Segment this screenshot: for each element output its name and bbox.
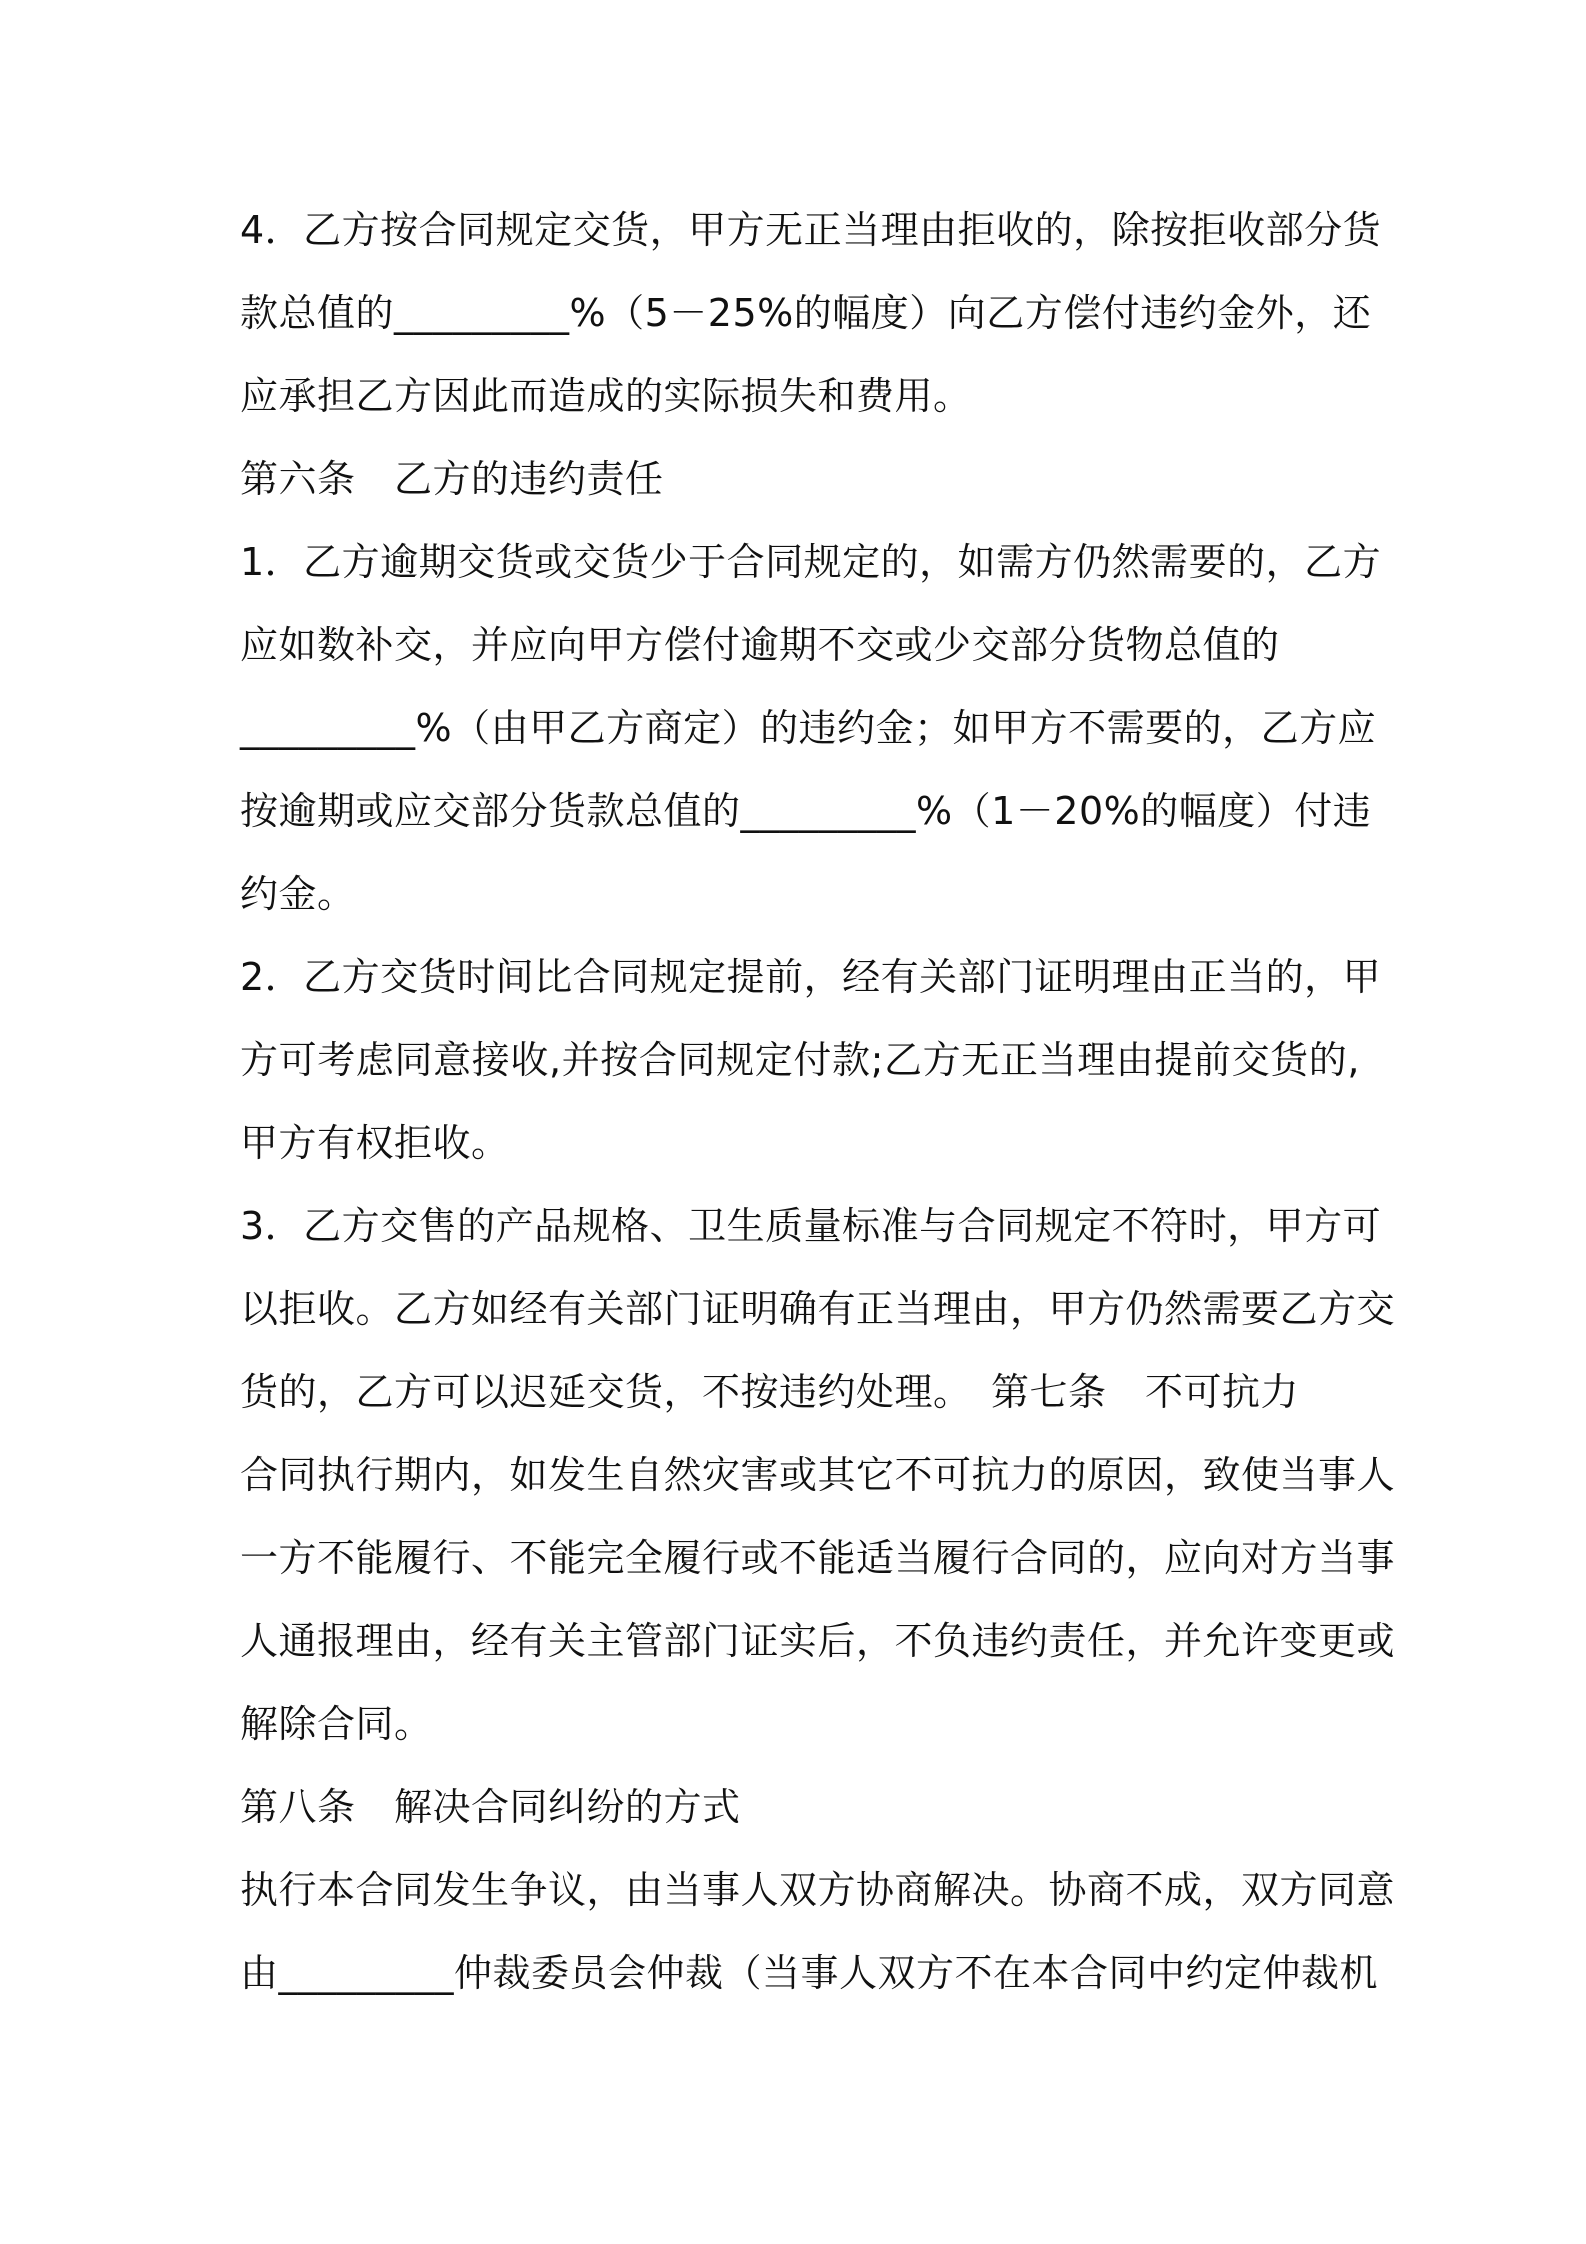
clause-6-2-line-2: 方可考虑同意接收,并按合同规定付款;乙方无正当理由提前交货的, xyxy=(240,1038,1360,1082)
clause-6-3-line-1: 3．乙方交售的产品规格、卫生质量标准与合同规定不符时，甲方可 xyxy=(240,1204,1382,1248)
clause-5-4-line-3: 应承担乙方因此而造成的实际损失和费用。 xyxy=(240,374,972,418)
clause-6-1-line-5: 约金。 xyxy=(240,872,356,916)
clause-6-3-line-2: 以拒收。乙方如经有关部门证明确有正当理由，甲方仍然需要乙方交 xyxy=(240,1287,1396,1331)
article-7-line-3: 人通报理由，经有关主管部门证实后，不负违约责任，并允许变更或 xyxy=(240,1619,1396,1663)
article-7-line-1: 合同执行期内，如发生自然灾害或其它不可抗力的原因，致使当事人 xyxy=(240,1453,1396,1497)
clause-5-4-line-1: 4．乙方按合同规定交货，甲方无正当理由拒收的，除按拒收部分货 xyxy=(240,208,1382,252)
article-8-line-2: 由_________仲裁委员会仲裁（当事人双方不在本合同中约定仲裁机 xyxy=(240,1951,1379,1995)
article-7-line-4: 解除合同。 xyxy=(240,1702,433,1746)
article-8-heading: 第八条 解决合同纠纷的方式 xyxy=(240,1785,741,1829)
clause-6-1-line-4: 按逾期或应交部分货款总值的_________%（1－20%的幅度）付违 xyxy=(240,789,1372,833)
clause-5-4-line-2: 款总值的_________%（5－25%的幅度）向乙方偿付违约金外，还 xyxy=(240,291,1372,335)
clause-6-2-line-3: 甲方有权拒收。 xyxy=(240,1121,510,1165)
clause-6-3-line-3-with-article-7-heading: 货的，乙方可以迟延交货，不按违约处理。 第七条 不可抗力 xyxy=(240,1370,1300,1414)
clause-6-1-line-1: 1．乙方逾期交货或交货少于合同规定的，如需方仍然需要的，乙方 xyxy=(240,540,1382,584)
clause-6-1-line-2: 应如数补交，并应向甲方偿付逾期不交或少交部分货物总值的 xyxy=(240,623,1280,667)
article-6-heading: 第六条 乙方的违约责任 xyxy=(240,457,664,501)
clause-6-1-line-3: _________%（由甲乙方商定）的违约金；如甲方不需要的，乙方应 xyxy=(240,706,1377,750)
article-8-line-1: 执行本合同发生争议，由当事人双方协商解决。协商不成，双方同意 xyxy=(240,1868,1396,1912)
article-7-line-2: 一方不能履行、不能完全履行或不能适当履行合同的，应向对方当事 xyxy=(240,1536,1396,1580)
clause-6-2-line-1: 2．乙方交货时间比合同规定提前，经有关部门证明理由正当的，甲 xyxy=(240,955,1382,999)
